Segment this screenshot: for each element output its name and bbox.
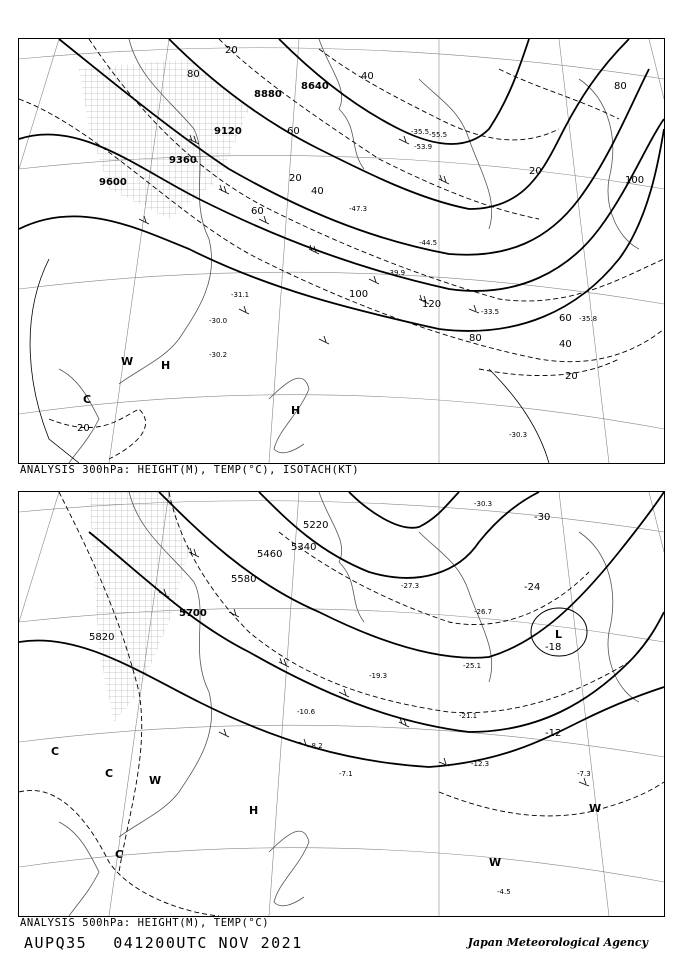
isotherm-label: -12 [545,728,562,739]
isotach-label: 100 [349,289,369,300]
warm-marker: W [489,856,502,869]
height-label: 5580 [231,574,257,585]
isotach-label: 40 [311,186,324,197]
temp-label: -47.3 [349,205,368,213]
height-label: 9360 [169,155,197,166]
temp-label: -7.3 [577,770,591,778]
temp-label: -27.3 [401,582,420,590]
agency-name: Japan Meteorological Agency [467,936,648,949]
temp-label: -35.8 [579,315,598,323]
temp-label: -4.5 [497,888,511,896]
cold-marker: C [105,767,114,780]
temp-label: -12.3 [471,760,490,768]
hatched-area [89,492,189,722]
chart-code: AUPQ35 [24,934,88,952]
temp-label: -26.7 [474,608,493,616]
temp-label: -21.1 [459,712,478,720]
temp-label: -19.3 [369,672,388,680]
isotach-label: 20 [225,45,238,56]
temp-label: -33.5 [481,308,500,316]
warm-marker: W [121,355,134,368]
temp-label: -30.3 [474,500,493,508]
isotherm-label: -24 [524,582,541,593]
analysis-300hpa-map [18,38,665,464]
isotach-label: 80 [614,81,627,92]
height-label: 8640 [301,81,329,92]
height-label: 9600 [99,177,127,188]
panel-caption-500hpa: ANALYSIS 500hPa: HEIGHT(M), TEMP(°C) [20,917,270,929]
cold-marker: C [51,745,60,758]
isotach-label: 60 [251,206,264,217]
temp-label: -30.3 [509,431,528,439]
isotach-label: 80 [187,69,200,80]
valid-time: 041200UTC NOV 2021 [113,934,303,952]
height-label: 5820 [89,632,115,643]
temp-label: -31.1 [231,291,250,299]
isotherm-label: -30 [534,512,551,523]
height-label: 8880 [254,89,282,100]
panel-caption-300hpa: ANALYSIS 300hPa: HEIGHT(M), TEMP(°C), ISOTACH(KT) [20,464,360,476]
isotach-label: 80 [469,333,482,344]
isotach-label: 60 [287,126,300,137]
low-pressure-marker: L [555,628,563,641]
height-label: 5460 [257,549,283,560]
temp-label: -35.5 [411,128,430,136]
height-label: 9120 [214,126,242,137]
isotach-label: 60 [559,313,572,324]
isotach-label: 40 [361,71,374,82]
high-pressure-marker: H [161,359,171,372]
temp-label: -39.9 [387,269,406,277]
isotach-label: 20 [529,166,542,177]
temp-label: -7.1 [339,770,353,778]
high-pressure-marker: H [249,804,259,817]
isotach-label: 20 [565,371,578,382]
temp-label: -10.6 [297,708,316,716]
warm-marker: W [149,774,162,787]
warm-marker: W [589,802,602,815]
cold-marker: C [83,393,92,406]
isotherm-label: -18 [545,642,562,653]
isotach-label: 20 [77,423,90,434]
height-label: 5700 [179,608,207,619]
chart-identifier [24,934,303,952]
cold-marker: C [115,848,124,861]
temp-label: -25.1 [463,662,482,670]
temp-label: -8.2 [309,742,323,750]
high-pressure-marker: H [291,404,301,417]
temp-label: -30.2 [209,351,228,359]
isotach-label: 40 [559,339,572,350]
hatched-area [79,59,249,219]
height-label: 5220 [303,520,329,531]
isotach-label: 100 [625,175,645,186]
height-label: 5340 [291,542,317,553]
temp-label: -44.5 [419,239,438,247]
isotach-label: 120 [422,299,442,310]
temp-label: -55.5 [429,131,448,139]
temp-label: -53.9 [414,143,433,151]
isotach-label: 20 [289,173,302,184]
analysis-500hpa-map [18,491,665,917]
temp-label: -30.0 [209,317,228,325]
